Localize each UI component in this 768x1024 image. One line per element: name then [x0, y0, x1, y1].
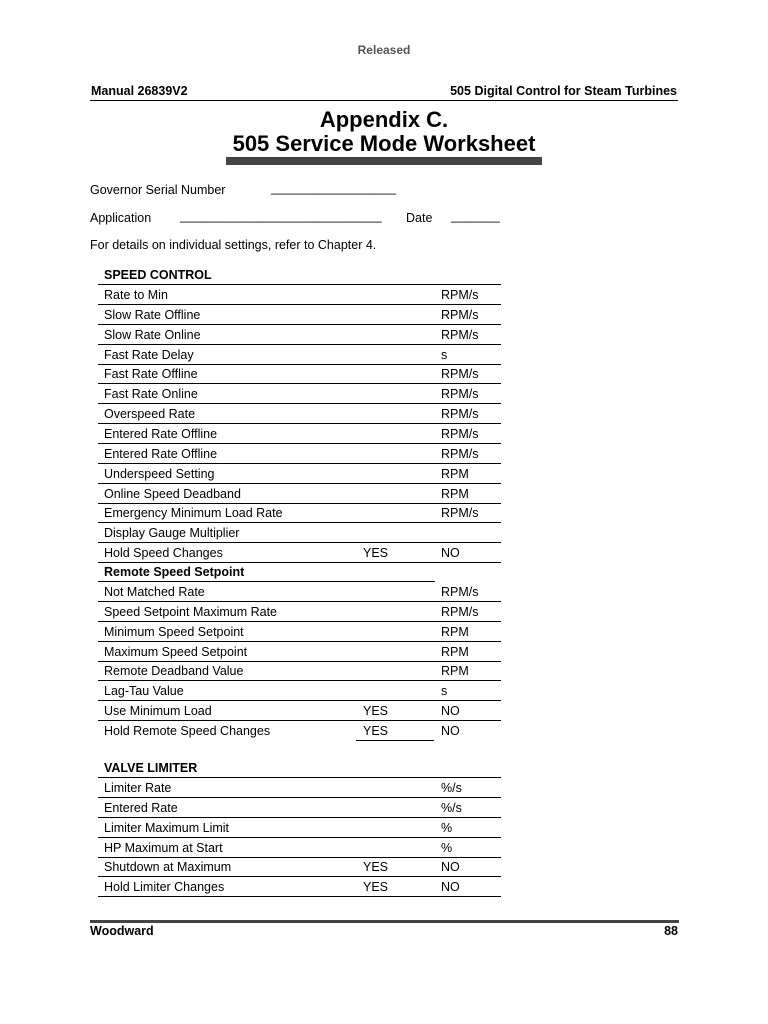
- remote-speed-row[interactable]: [98, 622, 501, 642]
- valve-limiter-row[interactable]: [98, 818, 501, 838]
- speed-control-label: Slow Rate Offline: [104, 307, 201, 322]
- speed-control-unit: RPM/s: [441, 407, 479, 422]
- speed-control-unit: RPM: [441, 466, 469, 481]
- speed-control-row[interactable]: [98, 285, 501, 305]
- valve-limiter-yes-option[interactable]: YES: [363, 860, 389, 875]
- remote-speed-no-option[interactable]: NO: [441, 723, 460, 738]
- remote-speed-row[interactable]: [98, 661, 501, 681]
- remote-speed-row[interactable]: [98, 721, 501, 741]
- speed-control-row[interactable]: [98, 305, 501, 325]
- speed-control-row[interactable]: [98, 543, 501, 563]
- valve-limiter-row[interactable]: [98, 857, 501, 877]
- speed-control-unit: RPM/s: [441, 327, 479, 342]
- remote-speed-label: Not Matched Rate: [104, 585, 205, 599]
- speed-control-unit: RPM/s: [441, 387, 479, 402]
- valve-limiter-label: HP Maximum at Start: [104, 840, 223, 855]
- remote-speed-yes-option[interactable]: YES: [363, 723, 389, 738]
- speed-control-label: Fast Rate Delay: [104, 347, 194, 362]
- valve-limiter-label: Limiter Maximum Limit: [104, 820, 230, 835]
- remote-speed-row[interactable]: [98, 602, 501, 622]
- valve-limiter-unit: %: [441, 840, 453, 855]
- remote-speed-unit: RPM: [441, 664, 469, 679]
- speed-control-yes-option[interactable]: YES: [363, 546, 389, 561]
- speed-control-label: Rate to Min: [104, 288, 168, 302]
- remote-speed-label: Use Minimum Load: [104, 704, 212, 719]
- speed-control-row[interactable]: [98, 424, 501, 444]
- governor-serial-label: Governor Serial Number: [90, 183, 226, 197]
- valve-limiter-row[interactable]: [98, 877, 501, 897]
- released-status: Released: [357, 43, 411, 57]
- speed-control-label: Entered Rate Offline: [104, 446, 218, 461]
- speed-control-unit: RPM/s: [441, 288, 479, 302]
- remote-speed-unit: RPM/s: [441, 585, 479, 599]
- manual-number: Manual 26839V2: [91, 84, 188, 98]
- header-rule: [90, 100, 678, 101]
- row-rule: [98, 896, 501, 897]
- speed-control-label: Fast Rate Online: [104, 387, 198, 402]
- speed-control-label: Display Gauge Multiplier: [104, 526, 240, 541]
- valve-limiter-unit: %: [441, 820, 453, 835]
- speed-control-label: Fast Rate Offline: [104, 367, 198, 382]
- speed-control-label: Emergency Minimum Load Rate: [104, 506, 283, 521]
- date-label: Date: [406, 211, 433, 225]
- speed-control-unit: RPM: [441, 486, 469, 501]
- speed-control-unit: s: [441, 347, 448, 362]
- remote-speed-row[interactable]: [98, 681, 501, 701]
- valve-limiter-no-option[interactable]: NO: [441, 860, 460, 875]
- valve-limiter-label: Hold Limiter Changes: [104, 880, 225, 895]
- remote-speed-row[interactable]: [98, 582, 501, 602]
- valve-limiter-yes-option[interactable]: YES: [363, 880, 389, 895]
- speed-control-unit: RPM/s: [441, 506, 479, 521]
- page-number: 88: [664, 924, 678, 938]
- speed-control-label: Overspeed Rate: [104, 407, 196, 422]
- speed-control-unit: RPM/s: [441, 307, 479, 322]
- valve-limiter-row[interactable]: [98, 838, 501, 858]
- footer-company: Woodward: [90, 924, 154, 938]
- speed-control-label: Hold Speed Changes: [104, 546, 223, 561]
- speed-control-unit: RPM/s: [441, 446, 479, 461]
- speed-control-label: Entered Rate Offline: [104, 426, 218, 441]
- speed-control-row[interactable]: [98, 444, 501, 464]
- valve-limiter-unit: %/s: [441, 800, 462, 815]
- valve-limiter-row[interactable]: [98, 778, 501, 798]
- remote-speed-label: Hold Remote Speed Changes: [104, 723, 271, 738]
- speed-control-no-option[interactable]: NO: [441, 546, 460, 561]
- speed-control-row[interactable]: [98, 325, 501, 345]
- remote-speed-row[interactable]: [98, 701, 501, 721]
- worksheet-title: 505 Service Mode Worksheet: [232, 131, 536, 156]
- valve-limiter-label: Limiter Rate: [104, 781, 172, 795]
- governor-serial-field[interactable]: __________________: [271, 181, 397, 195]
- remote-speed-unit: RPM/s: [441, 604, 479, 619]
- speed-control-row[interactable]: [98, 404, 501, 424]
- application-field[interactable]: _____________________________: [180, 209, 382, 223]
- remote-speed-label: Speed Setpoint Maximum Rate: [104, 604, 278, 619]
- remote-speed-heading-row: [98, 562, 501, 582]
- valve-limiter-label: Shutdown at Maximum: [104, 860, 232, 875]
- remote-speed-label: Minimum Speed Setpoint: [104, 624, 244, 639]
- speed-control-row[interactable]: [98, 384, 501, 404]
- speed-control-heading: SPEED CONTROL: [104, 268, 212, 282]
- valve-limiter-no-option[interactable]: NO: [441, 880, 460, 895]
- speed-control-row[interactable]: [98, 503, 501, 523]
- speed-control-row[interactable]: [98, 464, 501, 484]
- remote-speed-unit: RPM: [441, 644, 469, 659]
- speed-control-label: Slow Rate Online: [104, 327, 201, 342]
- chapter-note: For details on individual settings, refer to Chapter 4.: [90, 238, 377, 252]
- valve-limiter-label: Entered Rate: [104, 800, 178, 815]
- row-rule: [356, 740, 434, 741]
- valve-limiter-heading: VALVE LIMITER: [104, 761, 198, 775]
- speed-control-label: Online Speed Deadband: [104, 486, 241, 501]
- valve-limiter-unit: %/s: [441, 781, 462, 795]
- remote-speed-no-option[interactable]: NO: [441, 704, 460, 719]
- date-field[interactable]: _______: [451, 209, 500, 223]
- product-name: 505 Digital Control for Steam Turbines: [450, 84, 677, 98]
- remote-speed-label: Lag-Tau Value: [104, 684, 184, 699]
- speed-control-row[interactable]: [98, 484, 501, 504]
- valve-limiter-row[interactable]: [98, 798, 501, 818]
- remote-speed-heading: Remote Speed Setpoint: [104, 565, 245, 579]
- application-label: Application: [90, 211, 152, 225]
- footer-rule: [90, 920, 679, 923]
- remote-speed-label: Remote Deadband Value: [104, 664, 244, 679]
- remote-speed-yes-option[interactable]: YES: [363, 704, 389, 719]
- remote-speed-row[interactable]: [98, 642, 501, 662]
- speed-control-unit: RPM/s: [441, 426, 479, 441]
- title-underline-bar: [226, 157, 542, 165]
- remote-speed-label: Maximum Speed Setpoint: [104, 644, 248, 659]
- speed-control-row[interactable]: [98, 523, 501, 543]
- appendix-title: Appendix C.: [319, 107, 449, 132]
- remote-speed-unit: s: [441, 684, 448, 699]
- remote-speed-unit: RPM: [441, 624, 469, 639]
- speed-control-unit: RPM/s: [441, 367, 479, 382]
- speed-control-label: Underspeed Setting: [104, 466, 215, 481]
- speed-control-row[interactable]: [98, 345, 501, 365]
- speed-control-row[interactable]: [98, 364, 501, 384]
